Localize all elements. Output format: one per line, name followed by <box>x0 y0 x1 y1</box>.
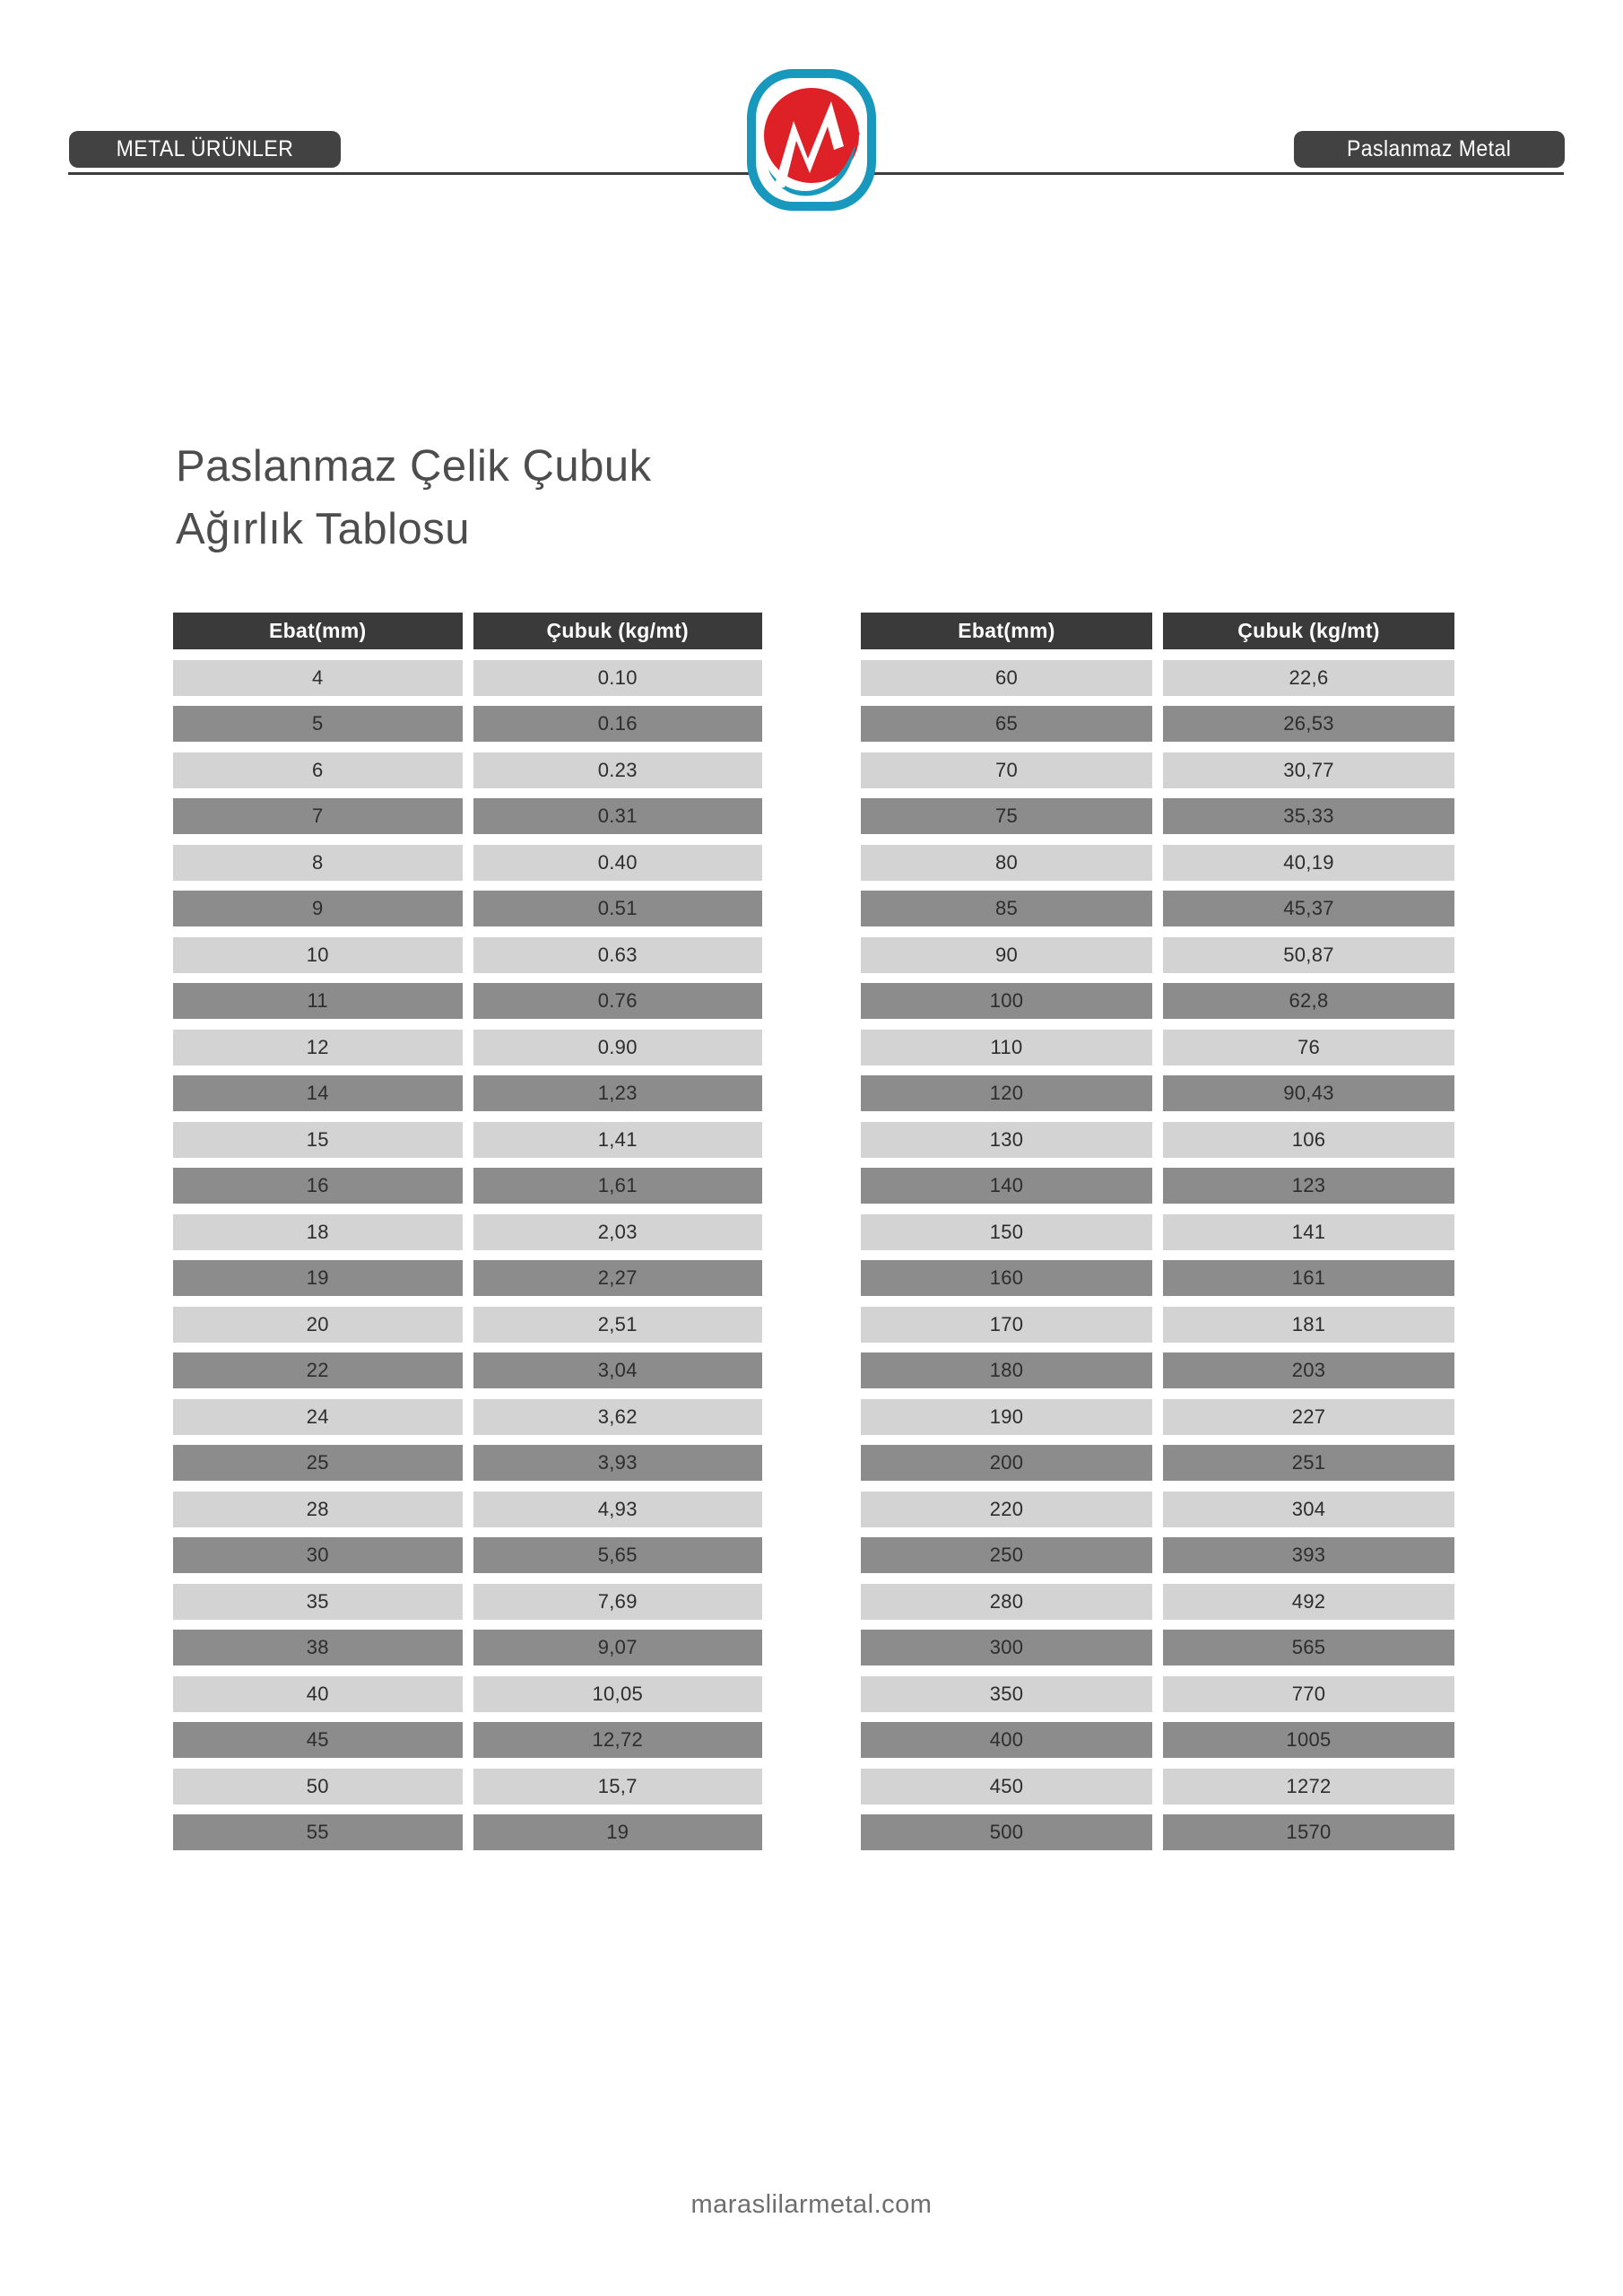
table-cell: 55 <box>173 1814 463 1850</box>
table-cell: 65 <box>861 706 1152 742</box>
weight-table-left <box>173 613 762 1850</box>
table-cell: 393 <box>1163 1537 1454 1573</box>
table-cell: 170 <box>861 1307 1152 1343</box>
table-cell: 35,33 <box>1163 798 1454 834</box>
table-cell: 1005 <box>1163 1722 1454 1758</box>
table-cell: 110 <box>861 1030 1152 1065</box>
table-row <box>173 891 762 926</box>
table-cell: 85 <box>861 891 1152 926</box>
table-cell: 4 <box>173 660 463 696</box>
table-cell: 123 <box>1163 1168 1454 1204</box>
table-row <box>861 1445 1454 1481</box>
table-row <box>861 1769 1454 1805</box>
table-cell: 1570 <box>1163 1814 1454 1850</box>
table-cell: 4,93 <box>473 1492 763 1527</box>
table-cell: 40,19 <box>1163 845 1454 881</box>
table-cell: 60 <box>861 660 1152 696</box>
company-logo-icon <box>747 69 876 211</box>
table-row <box>861 1584 1454 1620</box>
table-row <box>173 1722 762 1758</box>
table-row <box>173 1307 762 1343</box>
table-cell: 10,05 <box>473 1676 763 1712</box>
table-cell: 181 <box>1163 1307 1454 1343</box>
table-row <box>861 1030 1454 1065</box>
table-row <box>861 1537 1454 1573</box>
weight-table-right-header <box>861 613 1454 649</box>
table-cell: 5 <box>173 706 463 742</box>
table-row <box>861 1722 1454 1758</box>
table-row <box>173 752 762 788</box>
table-cell: 203 <box>1163 1352 1454 1388</box>
table-cell: 200 <box>861 1445 1152 1481</box>
table-cell: 50,87 <box>1163 937 1454 973</box>
table-row <box>861 1352 1454 1388</box>
table-cell: 11 <box>173 983 463 1019</box>
table-cell: 5,65 <box>473 1537 763 1573</box>
column-header-cubuk: Çubuk (kg/mt) <box>473 613 763 649</box>
table-cell: 400 <box>861 1722 1152 1758</box>
table-cell: 492 <box>1163 1584 1454 1620</box>
category-badge-right-label: Paslanmaz Metal <box>1347 136 1512 161</box>
table-cell: 3,62 <box>473 1399 763 1435</box>
table-cell: 9,07 <box>473 1630 763 1665</box>
table-cell: 8 <box>173 845 463 881</box>
table-row <box>173 798 762 834</box>
table-cell: 1272 <box>1163 1769 1454 1805</box>
table-cell: 3,93 <box>473 1445 763 1481</box>
table-row <box>173 983 762 1019</box>
table-cell: 1,23 <box>473 1075 763 1111</box>
table-cell: 0.76 <box>473 983 763 1019</box>
table-cell: 304 <box>1163 1492 1454 1527</box>
table-cell: 0.23 <box>473 752 763 788</box>
category-badge-left <box>69 131 341 168</box>
table-row <box>173 1814 762 1850</box>
table-cell: 150 <box>861 1214 1152 1250</box>
table-cell: 251 <box>1163 1445 1454 1481</box>
table-cell: 75 <box>861 798 1152 834</box>
weight-table-right <box>861 613 1454 1850</box>
table-cell: 100 <box>861 983 1152 1019</box>
table-row <box>861 1168 1454 1204</box>
table-cell: 25 <box>173 1445 463 1481</box>
table-cell: 7,69 <box>473 1584 763 1620</box>
table-cell: 35 <box>173 1584 463 1620</box>
table-cell: 50 <box>173 1769 463 1805</box>
table-cell: 1,61 <box>473 1168 763 1204</box>
table-cell: 500 <box>861 1814 1152 1850</box>
table-cell: 9 <box>173 891 463 926</box>
website-url: maraslilarmetal.com <box>690 2190 933 2219</box>
table-cell: 15 <box>173 1122 463 1158</box>
table-row <box>173 1399 762 1435</box>
table-row <box>861 1630 1454 1665</box>
table-cell: 15,7 <box>473 1769 763 1805</box>
table-cell: 10 <box>173 937 463 973</box>
table-row <box>173 937 762 973</box>
table-row <box>861 1814 1454 1850</box>
table-cell: 250 <box>861 1537 1152 1573</box>
table-row <box>173 1030 762 1065</box>
table-row <box>861 1307 1454 1343</box>
table-row <box>861 1676 1454 1712</box>
table-row <box>173 1122 762 1158</box>
table-row <box>173 660 762 696</box>
table-row <box>861 1492 1454 1527</box>
page-title <box>176 435 652 561</box>
table-row <box>861 1399 1454 1435</box>
table-cell: 76 <box>1163 1030 1454 1065</box>
table-row <box>173 1214 762 1250</box>
table-cell: 160 <box>861 1260 1152 1296</box>
table-cell: 90,43 <box>1163 1075 1454 1111</box>
table-cell: 161 <box>1163 1260 1454 1296</box>
table-cell: 140 <box>861 1168 1152 1204</box>
table-row <box>861 845 1454 881</box>
table-cell: 130 <box>861 1122 1152 1158</box>
table-cell: 7 <box>173 798 463 834</box>
table-row <box>861 891 1454 926</box>
column-header-ebat: Ebat(mm) <box>173 613 463 649</box>
table-cell: 180 <box>861 1352 1152 1388</box>
table-cell: 62,8 <box>1163 983 1454 1019</box>
table-row <box>861 983 1454 1019</box>
table-cell: 0.31 <box>473 798 763 834</box>
table-row <box>173 1537 762 1573</box>
table-cell: 14 <box>173 1075 463 1111</box>
table-row <box>861 1214 1454 1250</box>
table-cell: 3,04 <box>473 1352 763 1388</box>
table-cell: 24 <box>173 1399 463 1435</box>
weight-table-left-header <box>173 613 762 649</box>
category-badge-left-label: METAL ÜRÜNLER <box>116 136 294 161</box>
table-row <box>861 1075 1454 1111</box>
table-cell: 12 <box>173 1030 463 1065</box>
table-cell: 40 <box>173 1676 463 1712</box>
table-row <box>173 845 762 881</box>
table-cell: 0.63 <box>473 937 763 973</box>
page-title-line2: Ağırlık Tablosu <box>176 505 470 553</box>
table-cell: 350 <box>861 1676 1152 1712</box>
table-cell: 70 <box>861 752 1152 788</box>
table-row <box>861 660 1454 696</box>
table-row <box>173 1260 762 1296</box>
table-cell: 20 <box>173 1307 463 1343</box>
table-cell: 770 <box>1163 1676 1454 1712</box>
table-row <box>173 1676 762 1712</box>
table-cell: 38 <box>173 1630 463 1665</box>
table-cell: 16 <box>173 1168 463 1204</box>
table-cell: 0.10 <box>473 660 763 696</box>
table-cell: 2,51 <box>473 1307 763 1343</box>
table-cell: 0.51 <box>473 891 763 926</box>
table-cell: 26,53 <box>1163 706 1454 742</box>
table-cell: 0.16 <box>473 706 763 742</box>
table-cell: 120 <box>861 1075 1152 1111</box>
table-row <box>861 937 1454 973</box>
category-badge-right <box>1294 131 1565 168</box>
table-cell: 2,03 <box>473 1214 763 1250</box>
table-cell: 22,6 <box>1163 660 1454 696</box>
table-cell: 30 <box>173 1537 463 1573</box>
table-cell: 106 <box>1163 1122 1454 1158</box>
table-row <box>173 1075 762 1111</box>
table-cell: 0.40 <box>473 845 763 881</box>
table-row <box>173 1445 762 1481</box>
table-cell: 300 <box>861 1630 1152 1665</box>
table-cell: 280 <box>861 1584 1152 1620</box>
table-cell: 22 <box>173 1352 463 1388</box>
table-cell: 220 <box>861 1492 1152 1527</box>
table-cell: 18 <box>173 1214 463 1250</box>
table-cell: 565 <box>1163 1630 1454 1665</box>
table-cell: 450 <box>861 1769 1152 1805</box>
table-cell: 45 <box>173 1722 463 1758</box>
table-cell: 227 <box>1163 1399 1454 1435</box>
table-cell: 6 <box>173 752 463 788</box>
table-cell: 45,37 <box>1163 891 1454 926</box>
table-row <box>173 1630 762 1665</box>
table-row <box>173 1168 762 1204</box>
table-row <box>173 1352 762 1388</box>
table-row <box>861 706 1454 742</box>
table-row <box>173 706 762 742</box>
table-row <box>173 1584 762 1620</box>
table-cell: 0.90 <box>473 1030 763 1065</box>
column-header-ebat: Ebat(mm) <box>861 613 1152 649</box>
table-cell: 141 <box>1163 1214 1454 1250</box>
table-cell: 190 <box>861 1399 1152 1435</box>
page-title-line1: Paslanmaz Çelik Çubuk <box>176 442 652 491</box>
column-header-cubuk: Çubuk (kg/mt) <box>1163 613 1454 649</box>
table-row <box>861 1260 1454 1296</box>
table-row <box>861 1122 1454 1158</box>
table-row <box>173 1492 762 1527</box>
table-cell: 1,41 <box>473 1122 763 1158</box>
table-cell: 12,72 <box>473 1722 763 1758</box>
table-cell: 2,27 <box>473 1260 763 1296</box>
table-cell: 19 <box>473 1814 763 1850</box>
table-cell: 80 <box>861 845 1152 881</box>
table-cell: 30,77 <box>1163 752 1454 788</box>
table-row <box>861 798 1454 834</box>
table-cell: 28 <box>173 1492 463 1527</box>
table-cell: 90 <box>861 937 1152 973</box>
table-row <box>861 752 1454 788</box>
table-cell: 19 <box>173 1260 463 1296</box>
table-row <box>173 1769 762 1805</box>
